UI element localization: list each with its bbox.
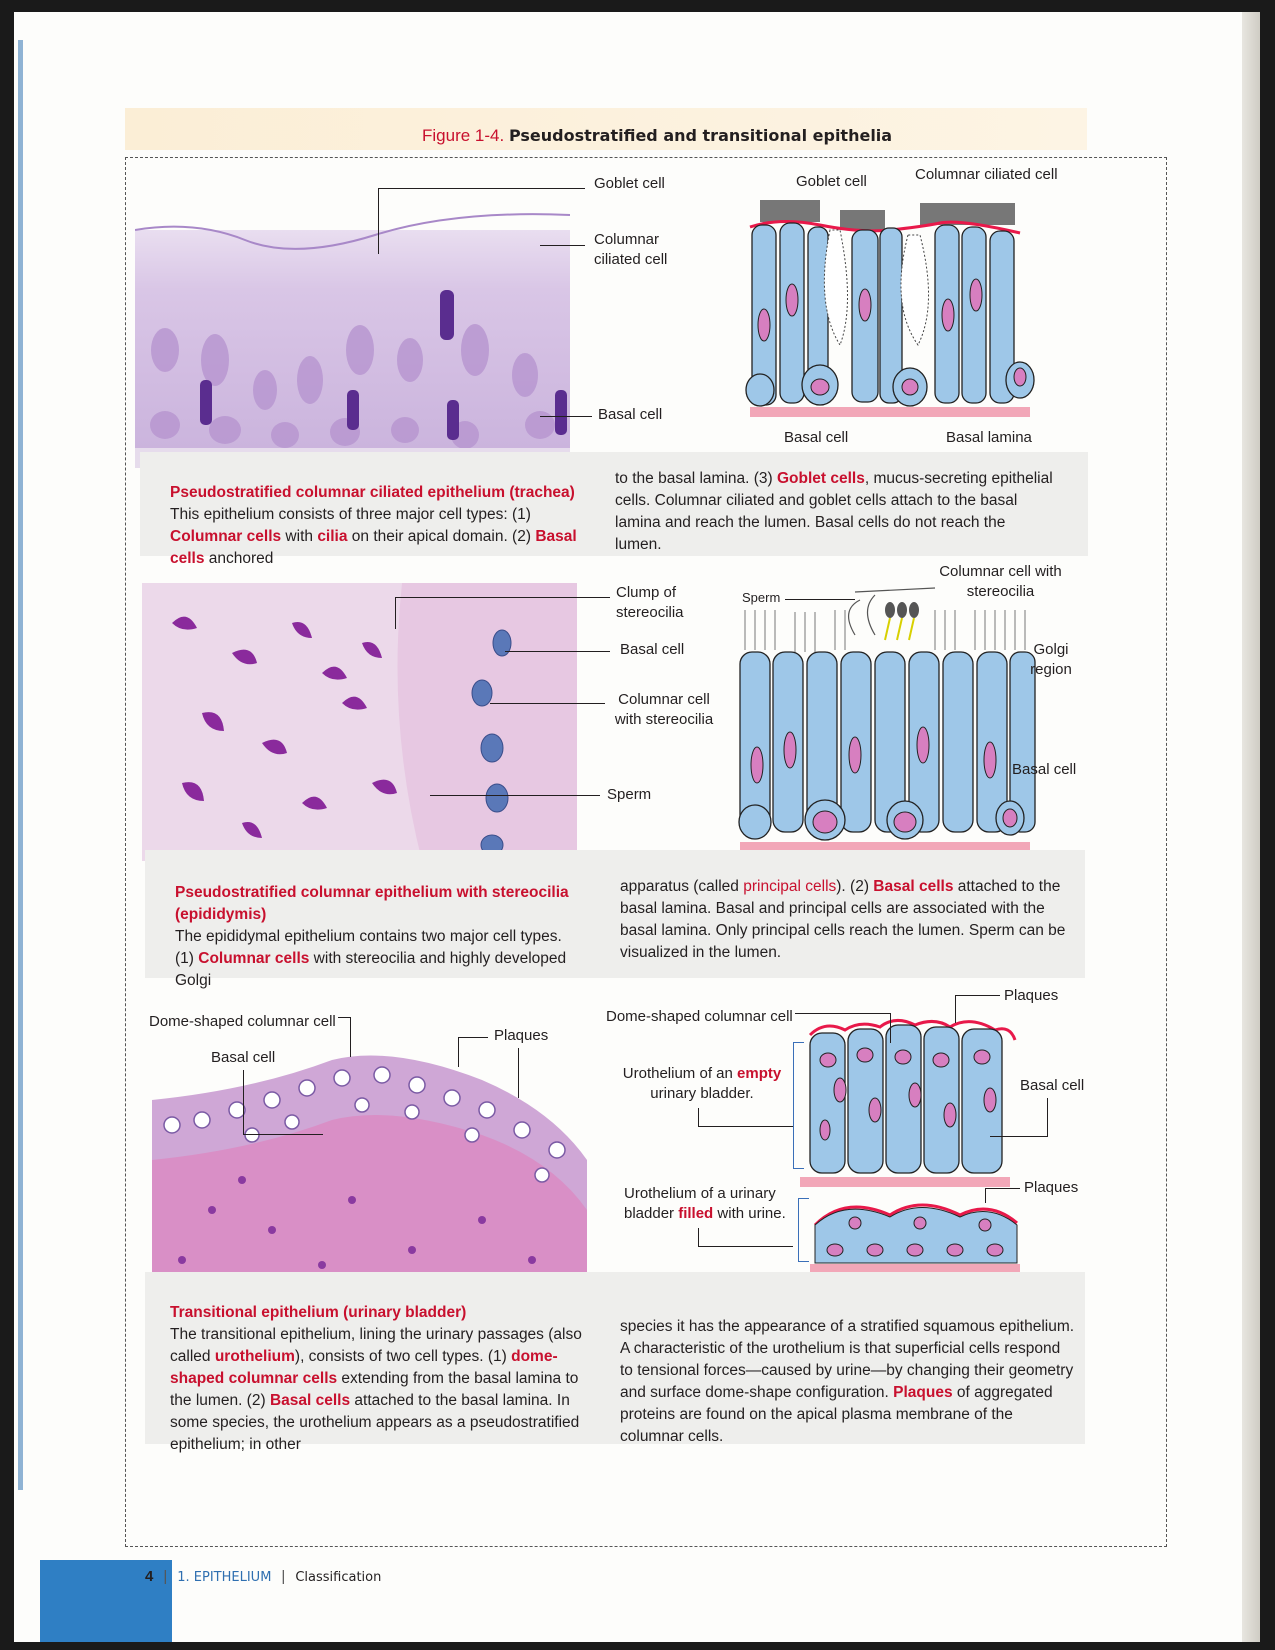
epididymis-micrograph <box>142 583 577 861</box>
leader-line <box>518 1048 519 1098</box>
epididymis-caption-right <box>620 876 1075 964</box>
leader-line <box>430 795 600 796</box>
bladder-caption-right <box>620 1316 1075 1448</box>
bladder-micrograph <box>152 1050 587 1284</box>
highlighted-term: Columnar cells <box>198 950 310 967</box>
highlighted-term: cilia <box>317 528 348 545</box>
bladder-diagram-label-basal: Basal cell <box>1020 1077 1085 1094</box>
leader-line <box>990 1136 1048 1137</box>
highlighted-term: urothelium <box>214 1348 295 1365</box>
filled-label-highlight: filled <box>678 1205 714 1222</box>
epididymis-caption <box>145 850 1085 989</box>
highlighted-term: Basal cells <box>873 878 954 895</box>
epididymis-micro-label-columnar: Columnar cell with stereocilia <box>614 691 714 728</box>
leader-line <box>243 1134 323 1135</box>
page-margin-bar <box>18 40 23 1490</box>
filled-label-l2b: with urine. <box>713 1205 786 1222</box>
trachea-diagram-label-columnar: Columnar ciliated cell <box>915 166 1058 183</box>
caption-text: species it has the appearance of a stratified squamous epithelium. A characteristic of the urothelium is that superficial cells respond to tensional forces—caused by urine—by changing their geometry and surface dome-shape configuration. <box>620 1318 1075 1401</box>
bladder-caption-title: Transitional epithelium (urinary bladder) <box>170 1304 467 1321</box>
epididymis-micro-label-sperm: Sperm <box>607 786 652 803</box>
leader-line <box>378 188 379 254</box>
caption-text: This epithelium consists of three major cell types: (1) <box>170 506 531 523</box>
epididymis-diagram-image <box>735 580 1055 855</box>
empty-label-post: urinary bladder. <box>650 1085 754 1102</box>
bladder-caption-left <box>170 1302 595 1456</box>
figure-number: Figure 1-4. <box>422 126 505 145</box>
leader-line <box>785 599 855 600</box>
leader-line <box>1047 1098 1048 1136</box>
leader-line <box>378 188 585 189</box>
section-title: Classification <box>295 1570 382 1585</box>
leader-line <box>698 1228 699 1246</box>
leader-line <box>698 1246 793 1247</box>
bladder-micro-label-plaques: Plaques <box>494 1027 549 1044</box>
trachea-micro-label-basal: Basal cell <box>598 406 663 423</box>
bladder-diagram-empty <box>800 1015 1020 1180</box>
bladder-caption-left-text <box>170 1324 595 1456</box>
bracket-empty <box>793 1042 804 1169</box>
leader-line <box>490 703 605 704</box>
page-edge <box>1242 12 1260 1642</box>
caption-text: apparatus (called <box>620 878 744 895</box>
highlighted-term: Plaques <box>893 1384 953 1401</box>
trachea-diagram-label-goblet: Goblet cell <box>796 173 867 190</box>
caption-text: , mucus-secreting epithelial cells. Columnar ciliated and goblet cells attach to the basal lamina and reach the lumen. Basal cells do not reach the lumen. <box>615 470 1053 553</box>
leader-line <box>395 597 610 598</box>
leader-line <box>540 245 585 246</box>
leader-line <box>540 416 592 417</box>
trachea-micrograph <box>135 200 570 468</box>
figure-title-text: Pseudostratified and transitional epithelia <box>508 126 893 145</box>
caption-text: anchored <box>204 550 274 567</box>
epididymis-micro-label-basal: Basal cell <box>620 641 685 658</box>
leader-line <box>890 1013 891 1043</box>
epididymis-diagram-label-columnar: Columnar cell with stereocilia <box>939 563 1062 600</box>
epididymis-diagram <box>735 580 1055 855</box>
epididymis-diagram-label-basal: Basal cell <box>1012 761 1077 778</box>
trachea-diagram-image <box>740 195 1040 425</box>
leader-line <box>698 1126 793 1127</box>
empty-label-highlight: empty <box>737 1065 782 1082</box>
trachea-micro-label-goblet: Goblet cell <box>594 175 665 192</box>
filled-label-l2a: bladder <box>624 1205 679 1222</box>
trachea-caption-left-text <box>170 504 590 570</box>
trachea-caption-title: Pseudostratified columnar ciliated epithelium (trachea) <box>170 484 575 501</box>
leader-line <box>955 995 956 1023</box>
footer-separator: | <box>163 1568 168 1585</box>
highlighted-term: Columnar cells <box>170 528 282 545</box>
page-number: 4 <box>145 1568 154 1585</box>
trachea-caption <box>140 452 1088 567</box>
leader-line <box>350 1017 351 1057</box>
leader-line <box>395 597 396 629</box>
leader-line <box>338 1017 350 1018</box>
epididymis-micrograph-image <box>142 583 577 861</box>
highlighted-term: dome-shaped columnar cells <box>170 1348 558 1387</box>
bladder-diagram-label-empty <box>622 1064 782 1104</box>
caption-text: extending from the basal lamina to the lumen. (2) <box>170 1370 579 1409</box>
bracket-filled <box>798 1198 809 1262</box>
trachea-micrograph-image <box>135 200 570 468</box>
empty-label-pre: Urothelium of an <box>622 1065 738 1082</box>
bladder-caption <box>145 1272 1085 1453</box>
caption-text: with stereocilia and highly developed Golgi <box>175 950 567 989</box>
leader-line <box>698 1108 699 1126</box>
bladder-diagram-label-filled <box>624 1184 786 1224</box>
footer-separator: | <box>281 1568 286 1585</box>
epididymis-diagram-label-golgi: Golgi region <box>1030 641 1072 678</box>
leader-line <box>955 995 1000 996</box>
bladder-micrograph-image <box>152 1050 587 1284</box>
bladder-micro-label-basal: Basal cell <box>211 1049 276 1066</box>
bladder-diagram-filled-image <box>805 1195 1025 1275</box>
leader-line <box>985 1188 986 1203</box>
highlighted-term: Goblet cells <box>776 470 865 487</box>
highlighted-term: Basal cells <box>170 528 577 567</box>
figure-title <box>422 126 892 146</box>
bladder-diagram-label-plaques-top: Plaques <box>1004 987 1059 1004</box>
trachea-caption-right <box>615 468 1055 556</box>
caption-text: ). (2) <box>836 878 874 895</box>
epididymis-diagram-label-sperm: Sperm <box>742 590 781 605</box>
caption-text: The epididymal epithelium contains two major cell types. (1) <box>175 928 562 967</box>
leader-line <box>458 1037 488 1038</box>
caption-text: The transitional epithelium, lining the urinary passages (also called <box>170 1326 582 1365</box>
epididymis-micro-label-stereocilia: Clump of stereocilia <box>616 584 684 621</box>
leader-line <box>243 1070 244 1135</box>
caption-text: attached to the basal lamina. In some species, the urothelium appears as a pseudostratified epithelium; in other <box>170 1392 580 1453</box>
caption-text: to the basal lamina. (3) <box>615 470 777 487</box>
filled-label-pre: Urothelium of a urinary <box>624 1185 776 1202</box>
bladder-diagram-filled <box>805 1195 1025 1275</box>
caption-text: ), consists of two cell types. (1) <box>294 1348 512 1365</box>
trachea-diagram-label-basal-lamina: Basal lamina <box>946 429 1032 446</box>
caption-text: with <box>281 528 318 545</box>
leader-line <box>795 1013 890 1014</box>
leader-line <box>985 1188 1020 1189</box>
caption-text: on their apical domain. (2) <box>347 528 536 545</box>
bladder-diagram-label-plaques-bottom: Plaques <box>1024 1179 1079 1196</box>
leader-line <box>505 651 610 652</box>
bladder-diagram-label-dome: Dome-shaped columnar cell <box>606 1008 793 1025</box>
caption-text: attached to the basal lamina. Basal and principal cells are associated with the basal lamina. Only principal cells reach the lumen. Sperm can be visualized in the lumen. <box>620 878 1066 961</box>
highlighted-term: Basal cells <box>269 1392 351 1409</box>
epididymis-caption-title: Pseudostratified columnar epithelium with stereocilia (epididymis) <box>175 884 569 923</box>
epididymis-caption-left-text <box>175 926 575 992</box>
chapter-title: 1. EPITHELIUM <box>177 1570 272 1585</box>
bladder-diagram-empty-image <box>800 1015 1020 1180</box>
page-footer <box>145 1568 381 1585</box>
bladder-micro-label-dome: Dome-shaped columnar cell <box>149 1013 336 1030</box>
basal-lamina-empty <box>800 1177 1010 1187</box>
trachea-diagram <box>740 195 1040 425</box>
leader-line <box>458 1037 459 1067</box>
trachea-diagram-label-basal: Basal cell <box>784 429 849 446</box>
trachea-caption-left <box>170 482 590 570</box>
epididymis-caption-left <box>175 882 575 992</box>
trachea-micro-label-columnar: Columnar ciliated cell <box>594 231 668 268</box>
highlighted-term: principal cells <box>743 878 837 895</box>
caption-text: of aggregated proteins are found on the apical plasma membrane of the columnar cells. <box>620 1384 1053 1445</box>
